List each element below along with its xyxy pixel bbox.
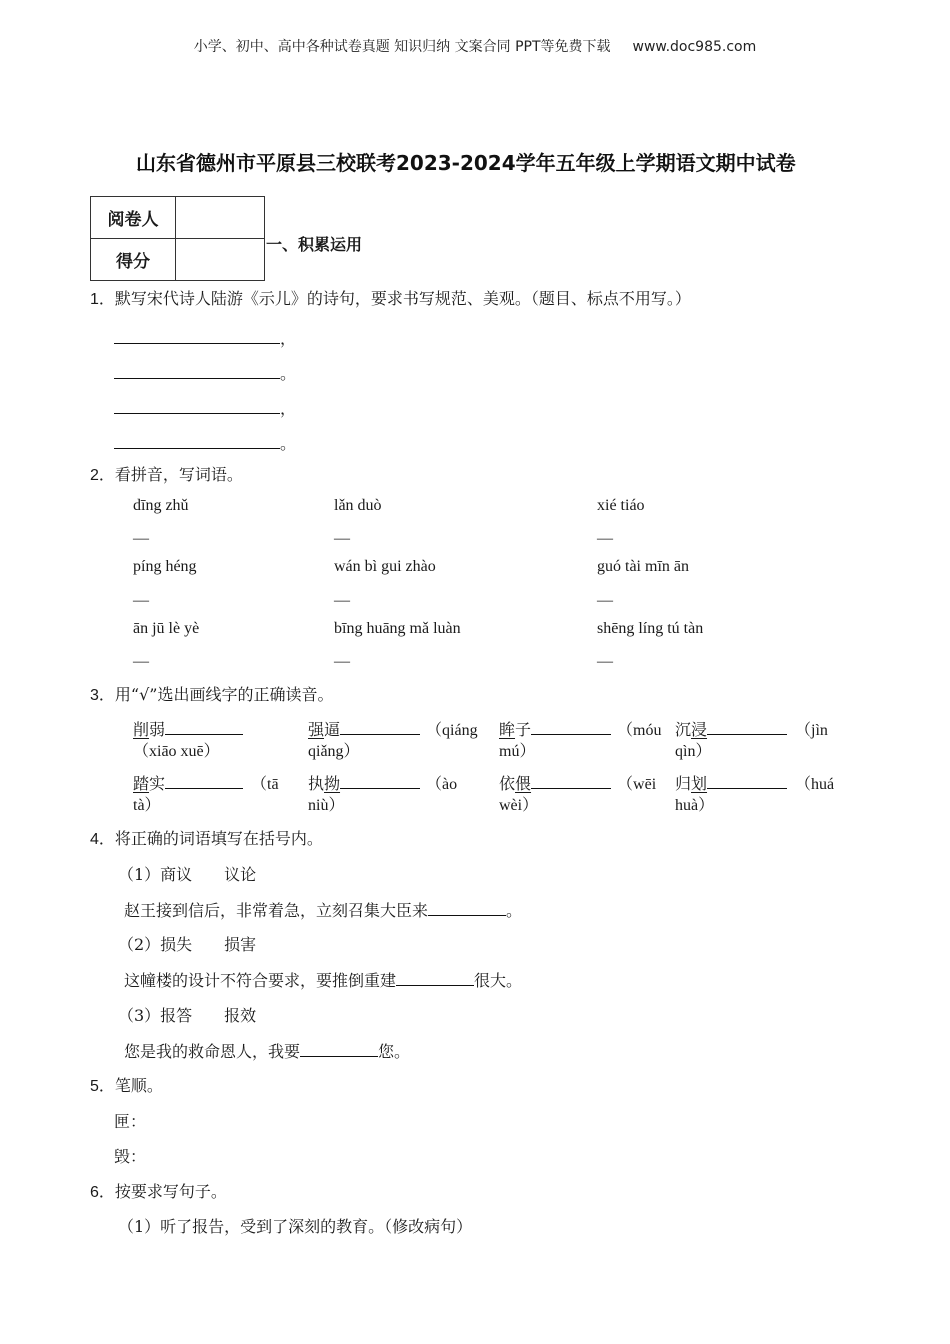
underlined-char: 划	[691, 774, 708, 793]
underlined-char: 眸	[499, 720, 516, 739]
punct: 。	[280, 434, 297, 453]
punct: ，	[280, 329, 297, 348]
reading-option-b[interactable]: huà）	[675, 797, 715, 814]
question-6	[90, 1179, 227, 1202]
reading-option-a[interactable]: （jìn	[795, 722, 828, 739]
answer-line-3[interactable]	[114, 396, 296, 419]
reading-option-b[interactable]: qìn）	[675, 743, 712, 760]
underlined-char: 削	[133, 720, 150, 739]
answer-line-4[interactable]	[114, 431, 296, 454]
answer-dash[interactable]: —	[133, 530, 149, 547]
question-5	[90, 1073, 163, 1096]
blank-line[interactable]	[531, 772, 611, 789]
reading-item: 踏实 （tā	[133, 774, 279, 793]
blank-line[interactable]	[396, 969, 474, 986]
question-1	[90, 286, 691, 309]
question-number: 3．	[90, 687, 115, 704]
q6-sub1: （1）听了报告，受到了深刻的教育。（修改病句）	[118, 1217, 473, 1236]
blank-line[interactable]	[114, 432, 280, 449]
blank-line[interactable]	[300, 1040, 378, 1057]
reading-option-b[interactable]: wèi）	[499, 797, 539, 814]
reading-option-b[interactable]: qiǎng）	[308, 743, 360, 760]
reviewer-label: 阅卷人	[91, 197, 176, 239]
pinyin-9: shēng líng tú tàn	[597, 620, 704, 637]
answer-dash[interactable]: —	[334, 653, 350, 670]
section-heading: 一、积累运用	[266, 235, 363, 254]
reading-item: 沉浸 （jìn	[675, 720, 828, 739]
q4-sub3-label: （3）报答 报效	[118, 1006, 257, 1025]
page-header	[0, 36, 950, 56]
question-3	[90, 682, 333, 705]
answer-dash[interactable]: —	[334, 592, 350, 609]
question-number: 1．	[90, 291, 115, 308]
answer-dash[interactable]: —	[334, 530, 350, 547]
reading-option-a[interactable]: （ào	[426, 776, 458, 793]
pinyin-8: bīng huāng mǎ luàn	[334, 620, 461, 637]
pinyin-1: dīng zhǔ	[133, 497, 189, 514]
question-number: 6．	[90, 1184, 115, 1201]
blank-line[interactable]	[340, 772, 420, 789]
question-4	[90, 826, 323, 849]
blank-line[interactable]	[165, 772, 243, 789]
page-title: 山东省德州市平原县三校联考2023-2024学年五年级上学期语文期中试卷	[136, 151, 796, 175]
question-text: 按要求写句子。	[114, 1182, 227, 1201]
pinyin-6: guó tài mīn ān	[597, 558, 689, 575]
reading-option-a[interactable]: （huá	[795, 776, 835, 793]
reading-option-a[interactable]: （tā	[251, 776, 279, 793]
punct: ，	[280, 399, 297, 418]
question-text: 笔顺。	[114, 1076, 163, 1095]
punct: 。	[280, 364, 297, 383]
header-text: 小学、初中、高中各种试卷真题 知识归纳 文案合同 PPT等免费下载	[193, 39, 611, 55]
header-site: www.doc985.com	[632, 39, 757, 55]
blank-line[interactable]	[428, 899, 506, 916]
reading-item: 依偎 （wēi	[499, 774, 657, 793]
question-text: 看拼音，写词语。	[114, 465, 243, 484]
answer-dash[interactable]: —	[597, 592, 613, 609]
pinyin-2: lǎn duò	[334, 497, 382, 514]
blank-line[interactable]	[707, 772, 787, 789]
blank-line[interactable]	[707, 718, 787, 735]
pinyin-7: ān jū lè yè	[133, 620, 200, 637]
stroke-order-1[interactable]: 匣：	[114, 1112, 147, 1131]
underlined-char: 强	[308, 720, 325, 739]
pinyin-5: wán bì gui zhào	[334, 558, 436, 575]
question-number: 4．	[90, 831, 115, 848]
q4-sub1-sentence: 赵王接到信后，非常着急，立刻召集大臣来 。	[124, 901, 523, 920]
reading-item: 归划 （huá	[675, 774, 835, 793]
reading-item: 强逼 （qiáng	[308, 720, 478, 739]
question-number: 2．	[90, 467, 115, 484]
question-text: 用“√”选出画线字的正确读音。	[114, 685, 334, 704]
q4-sub1-label: （1）商议 议论	[118, 865, 257, 884]
reading-item: 削弱	[133, 717, 243, 740]
underlined-char: 拗	[324, 774, 341, 793]
blank-line[interactable]	[114, 397, 280, 414]
score-table	[90, 196, 265, 281]
underlined-char: 浸	[691, 720, 708, 739]
underlined-char: 踏	[133, 774, 150, 793]
question-text: 将正确的词语填写在括号内。	[114, 829, 323, 848]
answer-dash[interactable]: —	[133, 653, 149, 670]
answer-dash[interactable]: —	[133, 592, 149, 609]
score-cell[interactable]	[176, 239, 265, 281]
question-2	[90, 462, 243, 485]
answer-dash[interactable]: —	[597, 530, 613, 547]
reading-option-a[interactable]: （móu	[617, 722, 662, 739]
reading-item: 执拗 （ào	[308, 774, 458, 793]
blank-line[interactable]	[114, 362, 280, 379]
reviewer-cell[interactable]	[176, 197, 265, 239]
answer-line-1[interactable]	[114, 326, 296, 349]
stroke-order-2[interactable]: 毁：	[114, 1147, 147, 1166]
reading-options[interactable]: （xiāo xuē）	[133, 743, 220, 760]
answer-line-2[interactable]	[114, 361, 296, 384]
underlined-char: 偎	[515, 774, 532, 793]
q4-sub2-label: （2）损失 损害	[118, 935, 257, 954]
blank-line[interactable]	[531, 718, 611, 735]
pinyin-4: píng héng	[133, 558, 197, 575]
question-number: 5．	[90, 1078, 115, 1095]
reading-option-b[interactable]: tà）	[133, 797, 161, 814]
reading-option-a[interactable]: （qiáng	[426, 722, 478, 739]
reading-option-a[interactable]: （wēi	[617, 776, 657, 793]
pinyin-3: xié tiáo	[597, 497, 645, 514]
score-label: 得分	[91, 239, 176, 281]
reading-option-b[interactable]: niù）	[308, 797, 345, 814]
reading-item: 眸子 （móu	[499, 720, 662, 739]
blank-line[interactable]	[114, 327, 280, 344]
answer-dash[interactable]: —	[597, 653, 613, 670]
reading-option-b[interactable]: mú）	[499, 743, 536, 760]
q4-sub3-sentence: 您是我的救命恩人，我要 您。	[124, 1042, 411, 1061]
q4-sub2-sentence: 这幢楼的设计不符合要求，要推倒重建 很大。	[124, 971, 523, 990]
blank-line[interactable]	[340, 718, 420, 735]
blank-line[interactable]	[165, 718, 243, 735]
question-text: 默写宋代诗人陆游《示儿》的诗句，要求书写规范、美观。（题目、标点不用写。）	[114, 289, 691, 308]
